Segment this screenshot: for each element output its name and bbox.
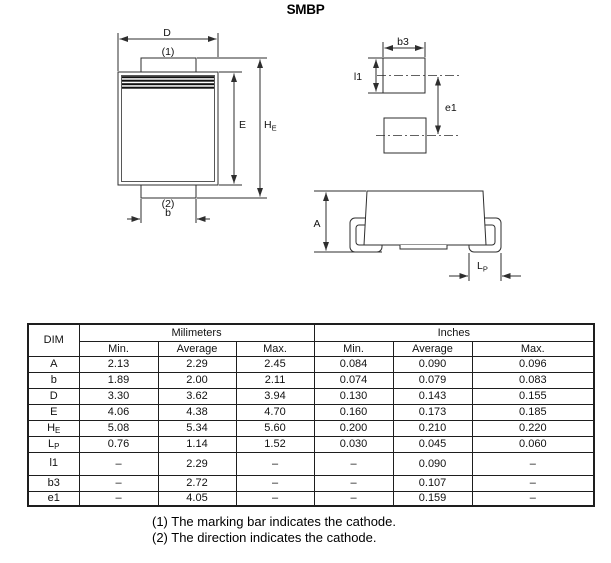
value-cell: 2.45 xyxy=(236,356,314,372)
value-cell: 2.13 xyxy=(79,356,158,372)
group-header-millimeters: Milimeters xyxy=(79,324,314,341)
value-cell: 4.38 xyxy=(158,404,236,420)
value-cell: 0.083 xyxy=(472,372,594,388)
subheader-min: Min. xyxy=(79,341,158,356)
value-cell: 0.160 xyxy=(314,404,393,420)
value-cell: – xyxy=(236,452,314,475)
value-cell: 0.143 xyxy=(393,388,472,404)
table-header-row-groups xyxy=(28,324,594,341)
table-row xyxy=(28,420,594,436)
footnote-2: (2) The direction indicates the cathode. xyxy=(152,529,377,545)
value-cell: 2.00 xyxy=(158,372,236,388)
value-cell: 0.130 xyxy=(314,388,393,404)
dim-cell: A xyxy=(28,356,79,372)
table-row xyxy=(28,372,594,388)
footnote-1: (1) The marking bar indicates the cathode. xyxy=(152,514,397,529)
value-cell: 4.70 xyxy=(236,404,314,420)
value-cell: – xyxy=(314,491,393,506)
table-row xyxy=(28,475,594,491)
subheader-average: Average xyxy=(393,341,472,356)
value-cell: 0.060 xyxy=(472,436,594,452)
value-cell: 0.079 xyxy=(393,372,472,388)
value-cell: – xyxy=(236,491,314,506)
table-row xyxy=(28,491,594,506)
value-cell: 0.159 xyxy=(393,491,472,506)
footnotes xyxy=(152,514,396,545)
value-cell: 4.05 xyxy=(158,491,236,506)
value-cell: 0.210 xyxy=(393,420,472,436)
dim-l1-label: l1 xyxy=(353,71,363,83)
dim-cell: e1 xyxy=(28,491,79,506)
value-cell: 4.06 xyxy=(79,404,158,420)
dim-b-label: b xyxy=(165,207,171,219)
value-cell: 5.08 xyxy=(79,420,158,436)
value-cell: 0.096 xyxy=(472,356,594,372)
value-cell: 1.89 xyxy=(79,372,158,388)
table-header-row-stats xyxy=(28,341,594,356)
table-row xyxy=(28,356,594,372)
table-row xyxy=(28,404,594,420)
value-cell: – xyxy=(472,475,594,491)
land-pattern-drawing xyxy=(368,42,461,153)
value-cell: 0.200 xyxy=(314,420,393,436)
side-body-standoff xyxy=(400,245,447,249)
top-terminal-tab xyxy=(141,58,196,72)
dim-b3-label: b3 xyxy=(397,36,409,48)
value-cell: – xyxy=(314,475,393,491)
value-cell: 0.074 xyxy=(314,372,393,388)
value-cell: 5.34 xyxy=(158,420,236,436)
group-header-inches: Inches xyxy=(314,324,594,341)
value-cell: 0.155 xyxy=(472,388,594,404)
value-cell: 2.72 xyxy=(158,475,236,491)
value-cell: – xyxy=(236,475,314,491)
value-cell: 0.185 xyxy=(472,404,594,420)
value-cell: 3.62 xyxy=(158,388,236,404)
page-title: SMBP xyxy=(286,2,325,17)
value-cell: – xyxy=(472,491,594,506)
package-body-outline xyxy=(118,72,218,185)
value-cell: 3.94 xyxy=(236,388,314,404)
subheader-min: Min. xyxy=(314,341,393,356)
value-cell: 5.60 xyxy=(236,420,314,436)
table-row xyxy=(28,436,594,452)
value-cell: 0.090 xyxy=(393,452,472,475)
side-body-outline xyxy=(364,191,486,245)
value-cell: 2.29 xyxy=(158,452,236,475)
dim-e-label: E xyxy=(239,119,247,131)
value-cell: 0.173 xyxy=(393,404,472,420)
value-cell: 0.084 xyxy=(314,356,393,372)
value-cell: 0.030 xyxy=(314,436,393,452)
dim-cell: D xyxy=(28,388,79,404)
value-cell: 0.220 xyxy=(472,420,594,436)
note-2-ref-label: (2) xyxy=(161,198,175,210)
dimension-table xyxy=(27,323,595,507)
value-cell: 0.090 xyxy=(393,356,472,372)
value-cell: – xyxy=(79,491,158,506)
value-cell: 2.29 xyxy=(158,356,236,372)
value-cell: 2.11 xyxy=(236,372,314,388)
dim-e1-label: e1 xyxy=(445,102,457,114)
value-cell: – xyxy=(314,452,393,475)
value-cell: 1.52 xyxy=(236,436,314,452)
dim-header-cell: DIM xyxy=(28,324,79,356)
dim-d-label: D xyxy=(163,27,171,39)
bottom-terminal-tab xyxy=(141,185,196,198)
dim-cell: $L_P$ xyxy=(28,436,79,452)
dim-cell: l1 xyxy=(28,452,79,475)
value-cell: 1.14 xyxy=(158,436,236,452)
value-cell: – xyxy=(472,452,594,475)
value-cell: 0.107 xyxy=(393,475,472,491)
subheader-max: Max. xyxy=(236,341,314,356)
table-row xyxy=(28,452,594,475)
dim-cell: $H_E$ xyxy=(28,420,79,436)
value-cell: 0.045 xyxy=(393,436,472,452)
value-cell: 0.76 xyxy=(79,436,158,452)
value-cell: 3.30 xyxy=(79,388,158,404)
subheader-max: Max. xyxy=(472,341,594,356)
dim-cell: b3 xyxy=(28,475,79,491)
dim-he-label: $H_E$ xyxy=(264,119,277,133)
side-view-drawing xyxy=(314,191,521,281)
dim-cell: E xyxy=(28,404,79,420)
value-cell: – xyxy=(79,452,158,475)
table-row xyxy=(28,388,594,404)
subheader-average: Average xyxy=(158,341,236,356)
dim-lp-label: $L_P$ xyxy=(477,260,488,274)
note-1-ref-label: (1) xyxy=(161,46,175,58)
value-cell: – xyxy=(79,475,158,491)
dim-a-label: A xyxy=(313,218,321,230)
dim-cell: b xyxy=(28,372,79,388)
